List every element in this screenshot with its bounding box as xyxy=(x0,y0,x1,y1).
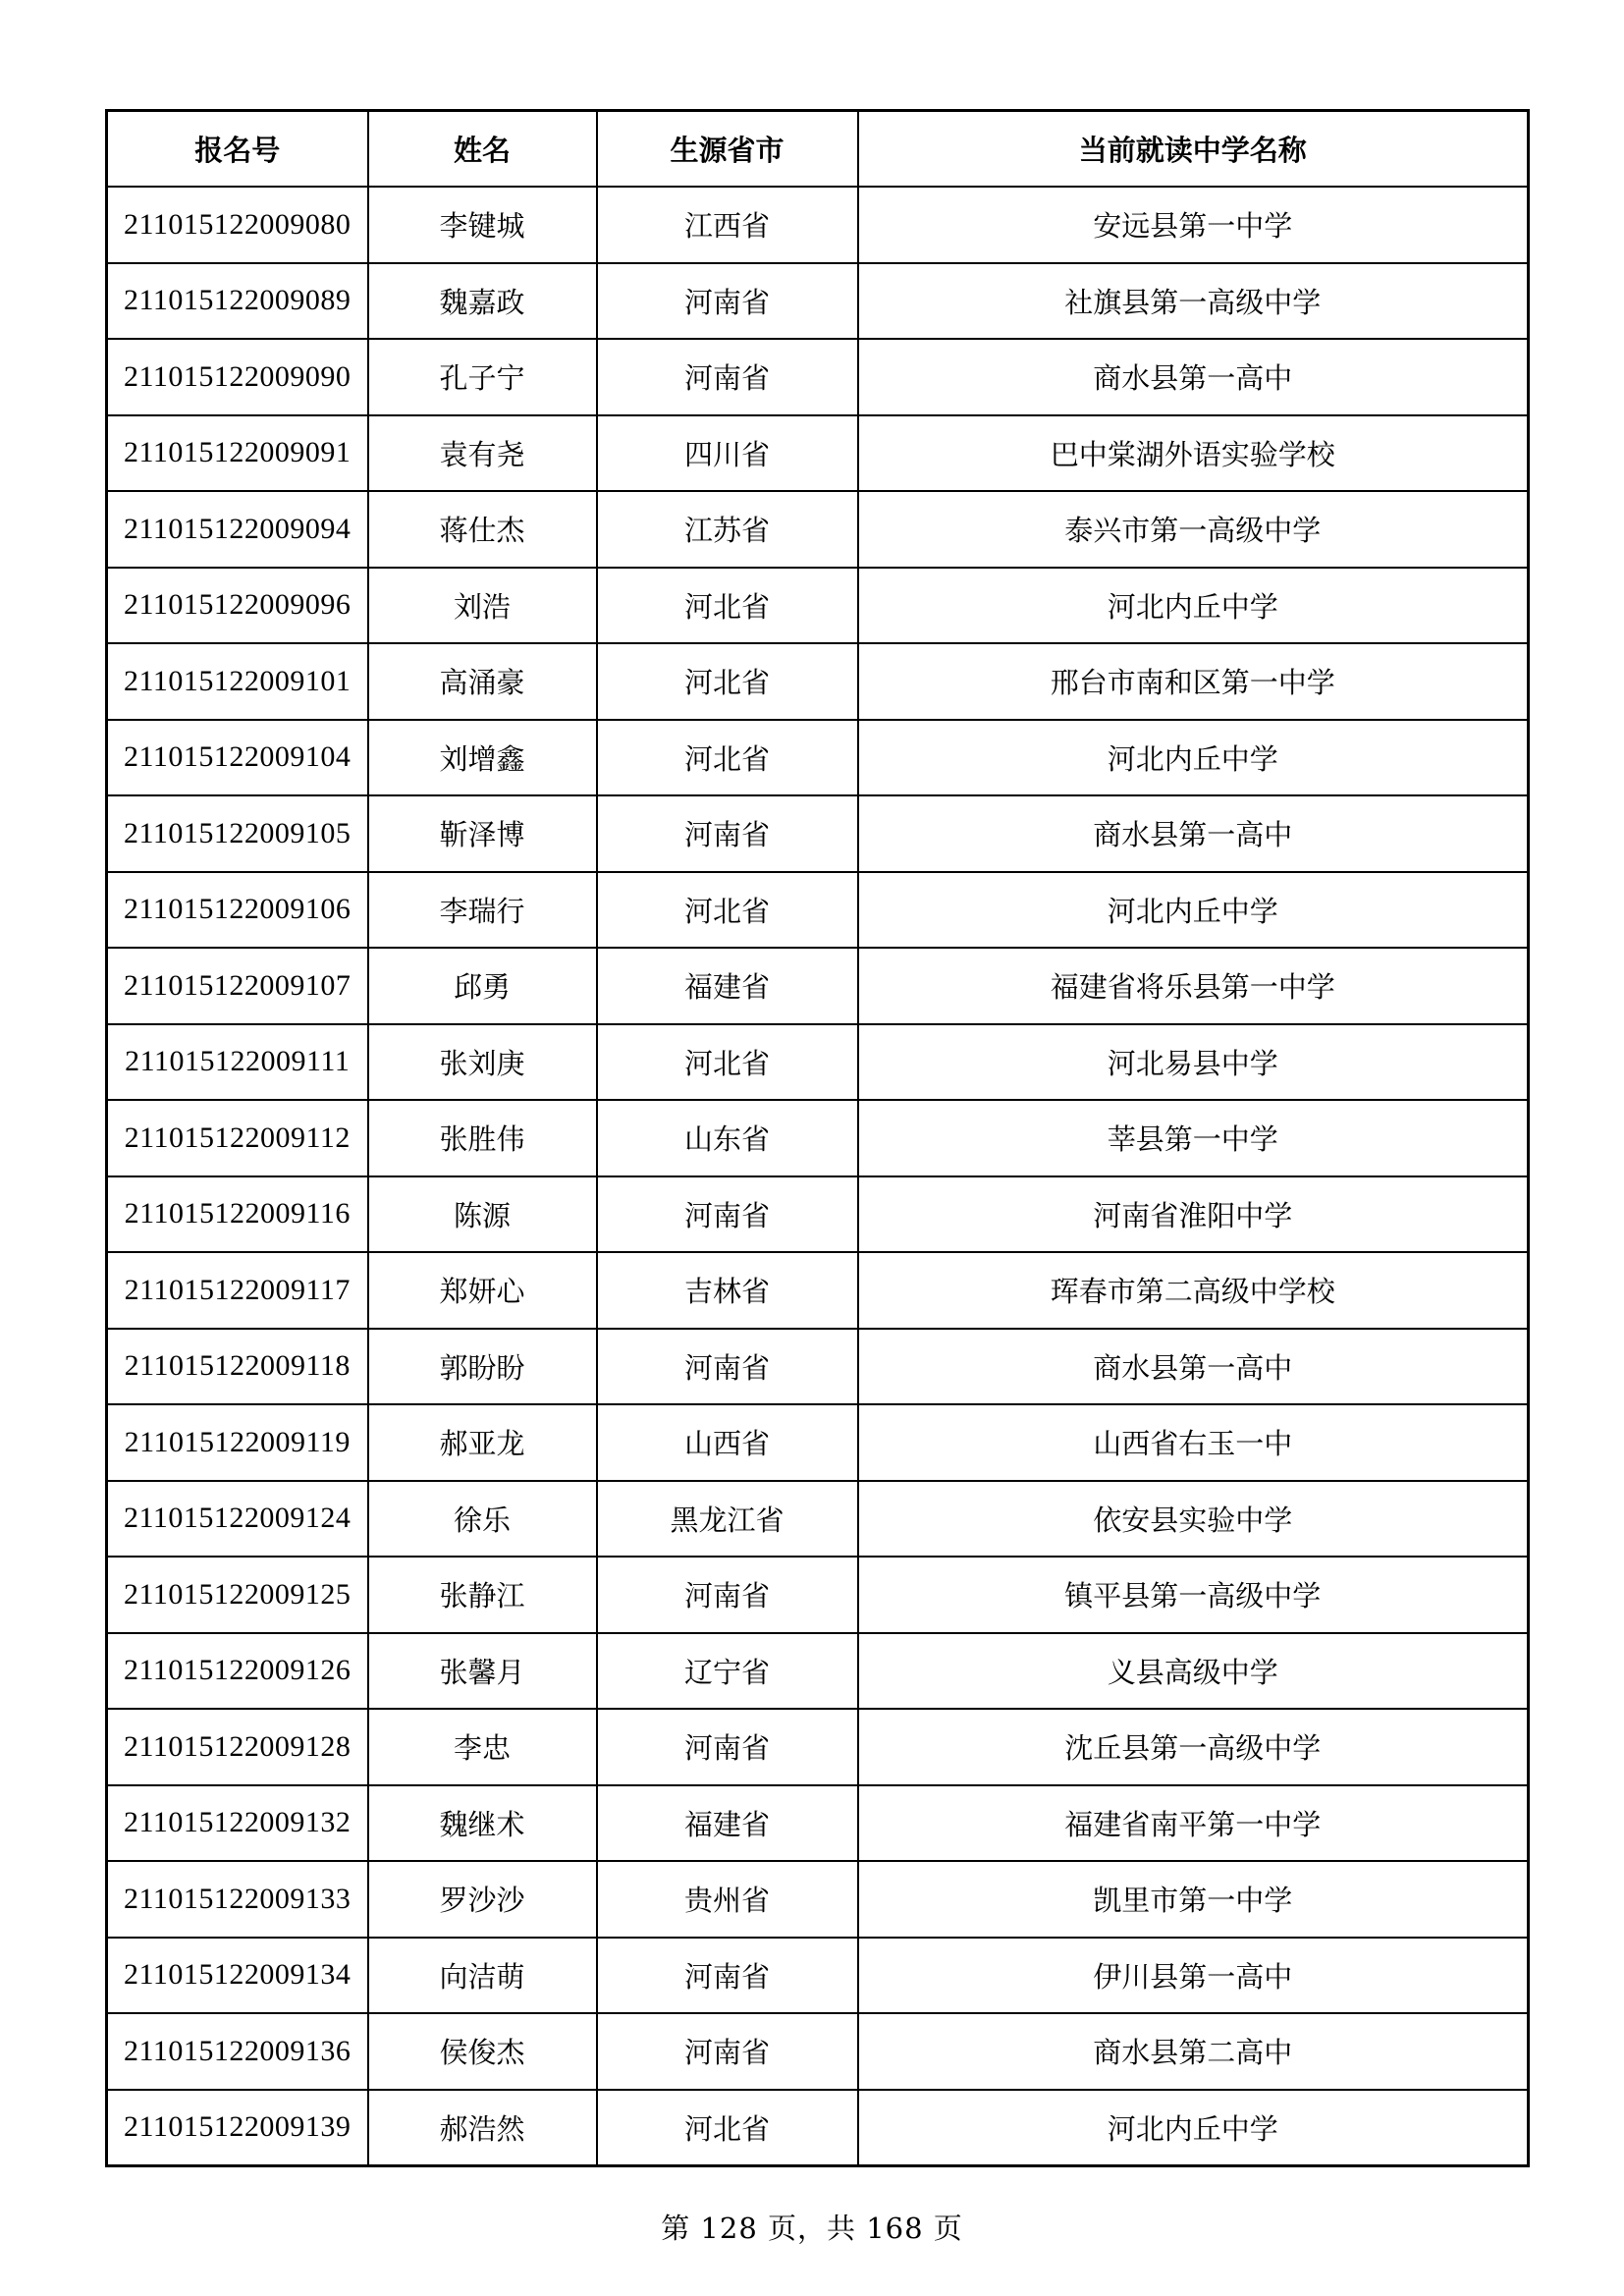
table-row xyxy=(107,1481,1529,1558)
table-row xyxy=(107,1024,1529,1101)
province-cell: 河北省 xyxy=(597,720,858,796)
school-cell: 凯里市第一中学 xyxy=(858,1861,1529,1938)
name-cell: 张刘庚 xyxy=(368,1024,597,1101)
province-cell: 辽宁省 xyxy=(597,1633,858,1710)
registration-number-cell: 211015122009091 xyxy=(107,415,368,492)
school-cell: 福建省南平第一中学 xyxy=(858,1785,1529,1862)
school-cell: 莘县第一中学 xyxy=(858,1100,1529,1176)
school-cell: 河北内丘中学 xyxy=(858,2090,1529,2166)
table-row xyxy=(107,1329,1529,1405)
school-cell: 泰兴市第一高级中学 xyxy=(858,491,1529,568)
name-cell: 郑妍心 xyxy=(368,1252,597,1329)
name-cell: 袁有尧 xyxy=(368,415,597,492)
name-cell: 郭盼盼 xyxy=(368,1329,597,1405)
table-row xyxy=(107,1785,1529,1862)
registration-number-cell: 211015122009106 xyxy=(107,872,368,949)
table-row xyxy=(107,795,1529,872)
registration-number-cell: 211015122009080 xyxy=(107,187,368,263)
name-cell: 张胜伟 xyxy=(368,1100,597,1176)
school-cell: 依安县实验中学 xyxy=(858,1481,1529,1558)
registration-number-cell: 211015122009117 xyxy=(107,1252,368,1329)
name-cell: 刘增鑫 xyxy=(368,720,597,796)
registration-number-cell: 211015122009104 xyxy=(107,720,368,796)
registration-number-cell: 211015122009094 xyxy=(107,491,368,568)
name-cell: 李键城 xyxy=(368,187,597,263)
table-row xyxy=(107,1252,1529,1329)
name-cell: 邱勇 xyxy=(368,948,597,1024)
school-cell: 河北内丘中学 xyxy=(858,872,1529,949)
province-cell: 贵州省 xyxy=(597,1861,858,1938)
school-cell: 山西省右玉一中 xyxy=(858,1404,1529,1481)
registration-number-cell: 211015122009118 xyxy=(107,1329,368,1405)
name-cell: 孔子宁 xyxy=(368,339,597,415)
school-cell: 邢台市南和区第一中学 xyxy=(858,643,1529,720)
school-cell: 安远县第一中学 xyxy=(858,187,1529,263)
province-cell: 吉林省 xyxy=(597,1252,858,1329)
school-cell: 河北内丘中学 xyxy=(858,568,1529,644)
admission-list-table xyxy=(105,109,1530,2167)
table-row xyxy=(107,568,1529,644)
province-cell: 河北省 xyxy=(597,643,858,720)
registration-number-cell: 211015122009136 xyxy=(107,2013,368,2090)
province-cell: 河南省 xyxy=(597,1557,858,1633)
province-cell: 黑龙江省 xyxy=(597,1481,858,1558)
table-row xyxy=(107,1100,1529,1176)
province-cell: 河南省 xyxy=(597,1329,858,1405)
school-cell: 社旗县第一高级中学 xyxy=(858,263,1529,340)
province-cell: 河南省 xyxy=(597,795,858,872)
school-cell: 义县高级中学 xyxy=(858,1633,1529,1710)
province-cell: 河北省 xyxy=(597,568,858,644)
table-row xyxy=(107,2090,1529,2166)
table-row xyxy=(107,1404,1529,1481)
table-row xyxy=(107,720,1529,796)
school-cell: 河南省淮阳中学 xyxy=(858,1176,1529,1253)
name-cell: 向洁萌 xyxy=(368,1938,597,2014)
name-cell: 郝亚龙 xyxy=(368,1404,597,1481)
province-cell: 山西省 xyxy=(597,1404,858,1481)
school-cell: 巴中棠湖外语实验学校 xyxy=(858,415,1529,492)
registration-number-cell: 211015122009089 xyxy=(107,263,368,340)
registration-number-cell: 211015122009124 xyxy=(107,1481,368,1558)
registration-number-cell: 211015122009132 xyxy=(107,1785,368,1862)
name-cell: 罗沙沙 xyxy=(368,1861,597,1938)
table-row xyxy=(107,948,1529,1024)
province-cell: 河南省 xyxy=(597,263,858,340)
table-row xyxy=(107,1633,1529,1710)
name-cell: 郝浩然 xyxy=(368,2090,597,2166)
registration-number-cell: 211015122009139 xyxy=(107,2090,368,2166)
name-cell: 徐乐 xyxy=(368,1481,597,1558)
province-cell: 四川省 xyxy=(597,415,858,492)
table-row xyxy=(107,415,1529,492)
school-cell: 商水县第二高中 xyxy=(858,2013,1529,2090)
school-cell: 福建省将乐县第一中学 xyxy=(858,948,1529,1024)
registration-number-cell: 211015122009101 xyxy=(107,643,368,720)
registration-number-cell: 211015122009128 xyxy=(107,1709,368,1785)
table-row xyxy=(107,1861,1529,1938)
province-cell: 河南省 xyxy=(597,1176,858,1253)
registration-number-cell: 211015122009090 xyxy=(107,339,368,415)
header-school: 当前就读中学名称 xyxy=(858,111,1529,188)
province-cell: 江苏省 xyxy=(597,491,858,568)
name-cell: 李瑞行 xyxy=(368,872,597,949)
registration-number-cell: 211015122009134 xyxy=(107,1938,368,2014)
province-cell: 河南省 xyxy=(597,1938,858,2014)
school-cell: 河北易县中学 xyxy=(858,1024,1529,1101)
province-cell: 江西省 xyxy=(597,187,858,263)
name-cell: 张静江 xyxy=(368,1557,597,1633)
header-province: 生源省市 xyxy=(597,111,858,188)
registration-number-cell: 211015122009126 xyxy=(107,1633,368,1710)
registration-number-cell: 211015122009133 xyxy=(107,1861,368,1938)
province-cell: 河南省 xyxy=(597,2013,858,2090)
registration-number-cell: 211015122009125 xyxy=(107,1557,368,1633)
province-cell: 山东省 xyxy=(597,1100,858,1176)
province-cell: 河北省 xyxy=(597,1024,858,1101)
name-cell: 陈源 xyxy=(368,1176,597,1253)
school-cell: 伊川县第一高中 xyxy=(858,1938,1529,2014)
table-row xyxy=(107,491,1529,568)
school-cell: 沈丘县第一高级中学 xyxy=(858,1709,1529,1785)
province-cell: 河南省 xyxy=(597,1709,858,1785)
name-cell: 魏继术 xyxy=(368,1785,597,1862)
name-cell: 刘浩 xyxy=(368,568,597,644)
name-cell: 蒋仕杰 xyxy=(368,491,597,568)
table-row xyxy=(107,187,1529,263)
table-body xyxy=(107,187,1529,2166)
registration-number-cell: 211015122009105 xyxy=(107,795,368,872)
school-cell: 商水县第一高中 xyxy=(858,795,1529,872)
header-registration-number: 报名号 xyxy=(107,111,368,188)
school-cell: 商水县第一高中 xyxy=(858,339,1529,415)
registration-number-cell: 211015122009119 xyxy=(107,1404,368,1481)
table-header-row xyxy=(107,111,1529,188)
province-cell: 河北省 xyxy=(597,872,858,949)
table-row xyxy=(107,1938,1529,2014)
registration-number-cell: 211015122009112 xyxy=(107,1100,368,1176)
province-cell: 福建省 xyxy=(597,1785,858,1862)
table-row xyxy=(107,1176,1529,1253)
province-cell: 河北省 xyxy=(597,2090,858,2166)
school-cell: 商水县第一高中 xyxy=(858,1329,1529,1405)
table-row xyxy=(107,643,1529,720)
name-cell: 魏嘉政 xyxy=(368,263,597,340)
school-cell: 河北内丘中学 xyxy=(858,720,1529,796)
table-row xyxy=(107,1557,1529,1633)
school-cell: 珲春市第二高级中学校 xyxy=(858,1252,1529,1329)
name-cell: 侯俊杰 xyxy=(368,2013,597,2090)
table-row xyxy=(107,1709,1529,1785)
name-cell: 李忠 xyxy=(368,1709,597,1785)
name-cell: 高涌豪 xyxy=(368,643,597,720)
name-cell: 靳泽博 xyxy=(368,795,597,872)
registration-number-cell: 211015122009111 xyxy=(107,1024,368,1101)
header-name: 姓名 xyxy=(368,111,597,188)
table-row xyxy=(107,2013,1529,2090)
registration-number-cell: 211015122009096 xyxy=(107,568,368,644)
name-cell: 张馨月 xyxy=(368,1633,597,1710)
registration-number-cell: 211015122009107 xyxy=(107,948,368,1024)
registration-number-cell: 211015122009116 xyxy=(107,1176,368,1253)
page-number: 第 128 页，共 168 页 xyxy=(661,2212,963,2245)
table-row xyxy=(107,339,1529,415)
table-row xyxy=(107,872,1529,949)
table-row xyxy=(107,263,1529,340)
school-cell: 镇平县第一高级中学 xyxy=(858,1557,1529,1633)
province-cell: 福建省 xyxy=(597,948,858,1024)
province-cell: 河南省 xyxy=(597,339,858,415)
